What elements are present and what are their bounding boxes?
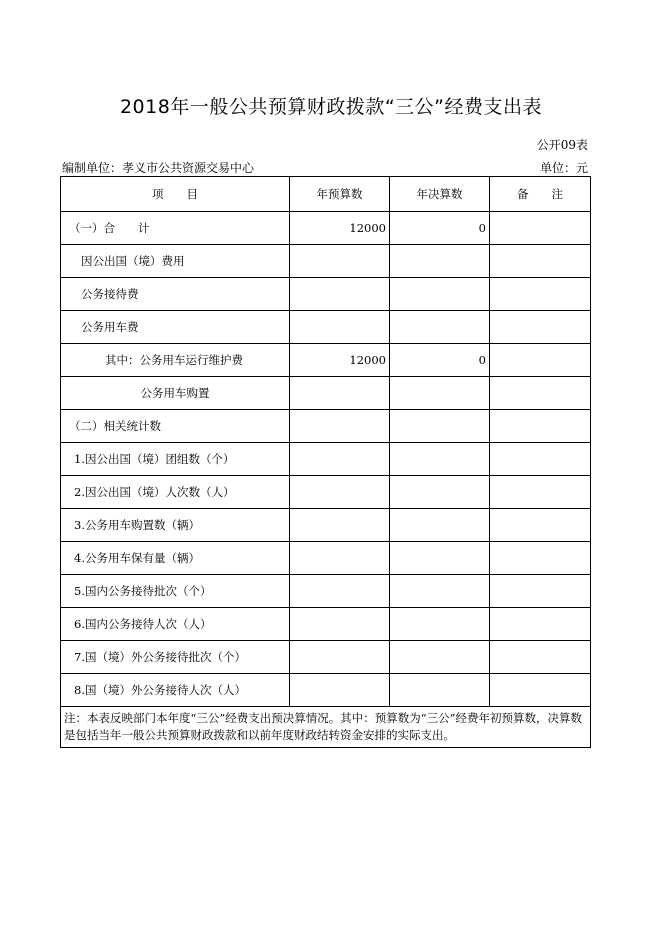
budget-cell: 12000	[290, 212, 390, 245]
remark-cell	[490, 608, 591, 641]
budget-cell: 12000	[290, 344, 390, 377]
table-row	[61, 674, 591, 707]
remark-cell	[490, 476, 591, 509]
remark-cell	[490, 278, 591, 311]
budget-cell	[290, 410, 390, 443]
table-row	[61, 641, 591, 674]
row-label: 7.国（境）外公务接待批次（个）	[61, 641, 290, 674]
budget-cell	[290, 278, 390, 311]
final-cell: 0	[390, 344, 490, 377]
table-row	[61, 575, 591, 608]
table-note: 注：本表反映部门本年度“三公”经费支出预决算情况。其中：预算数为“三公”经费年初预算数，决算数是包括当年一般公共预算财政拨款和以前年度财政结转资金安排的实际支出。	[61, 707, 591, 748]
table-row	[61, 608, 591, 641]
table-row	[61, 344, 591, 377]
table-row	[61, 476, 591, 509]
budget-cell	[290, 311, 390, 344]
row-label: 8.国（境）外公务接待人次（人）	[61, 674, 290, 707]
header-item: 项 目	[61, 177, 290, 212]
remark-cell	[490, 410, 591, 443]
table-row	[61, 311, 591, 344]
table-row	[61, 278, 591, 311]
final-cell	[390, 608, 490, 641]
final-cell	[390, 509, 490, 542]
form-code: 公开09表	[536, 138, 588, 152]
budget-cell	[290, 575, 390, 608]
row-label: 1.因公出国（境）团组数（个）	[61, 443, 290, 476]
budget-cell	[290, 608, 390, 641]
row-label: 3.公务用车购置数（辆）	[61, 509, 290, 542]
remark-cell	[490, 509, 591, 542]
table-row	[61, 443, 591, 476]
org-label: 编制单位：孝义市公共资源交易中心	[62, 161, 255, 175]
row-label: 公务接待费	[61, 278, 290, 311]
budget-cell	[290, 443, 390, 476]
final-cell	[390, 245, 490, 278]
row-label: 因公出国（境）费用	[61, 245, 290, 278]
table-header-row	[61, 177, 591, 212]
final-cell	[390, 641, 490, 674]
table-row	[61, 410, 591, 443]
final-cell	[390, 311, 490, 344]
row-label: 4.公务用车保有量（辆）	[61, 542, 290, 575]
row-label: 公务用车费	[61, 311, 290, 344]
final-cell	[390, 410, 490, 443]
budget-cell	[290, 542, 390, 575]
header-final: 年决算数	[390, 177, 490, 212]
budget-cell	[290, 245, 390, 278]
row-label: 5.国内公务接待批次（个）	[61, 575, 290, 608]
table-row	[61, 245, 591, 278]
remark-cell	[490, 344, 591, 377]
table-row	[61, 509, 591, 542]
table-row	[61, 212, 591, 245]
budget-cell	[290, 509, 390, 542]
row-label: （二）相关统计数	[61, 410, 290, 443]
final-cell	[390, 278, 490, 311]
remark-cell	[490, 542, 591, 575]
remark-cell	[490, 575, 591, 608]
final-cell	[390, 542, 490, 575]
final-cell: 0	[390, 212, 490, 245]
budget-cell	[290, 377, 390, 410]
budget-cell	[290, 476, 390, 509]
remark-cell	[490, 245, 591, 278]
final-cell	[390, 443, 490, 476]
row-label: 6.国内公务接待人次（人）	[61, 608, 290, 641]
final-cell	[390, 674, 490, 707]
row-label: 公务用车购置	[61, 377, 290, 410]
remark-cell	[490, 212, 591, 245]
budget-cell	[290, 641, 390, 674]
remark-cell	[490, 641, 591, 674]
remark-cell	[490, 674, 591, 707]
budget-cell	[290, 674, 390, 707]
row-label: 2.因公出国（境）人次数（人）	[61, 476, 290, 509]
final-cell	[390, 575, 490, 608]
unit-row	[62, 159, 588, 175]
final-cell	[390, 377, 490, 410]
row-label: 其中：公务用车运行维护费	[61, 344, 290, 377]
remark-cell	[490, 311, 591, 344]
table-row	[61, 542, 591, 575]
row-label: （一）合 计	[61, 212, 290, 245]
final-cell	[390, 476, 490, 509]
remark-cell	[490, 377, 591, 410]
header-budget: 年预算数	[290, 177, 390, 212]
unit-label: 单位：元	[539, 161, 588, 175]
expense-table	[60, 176, 591, 748]
table-row	[61, 377, 591, 410]
note-row	[61, 707, 591, 748]
page-title: 2018年一般公共预算财政拨款“三公”经费支出表	[119, 96, 543, 118]
remark-cell	[490, 443, 591, 476]
header-remark: 备 注	[490, 177, 591, 212]
